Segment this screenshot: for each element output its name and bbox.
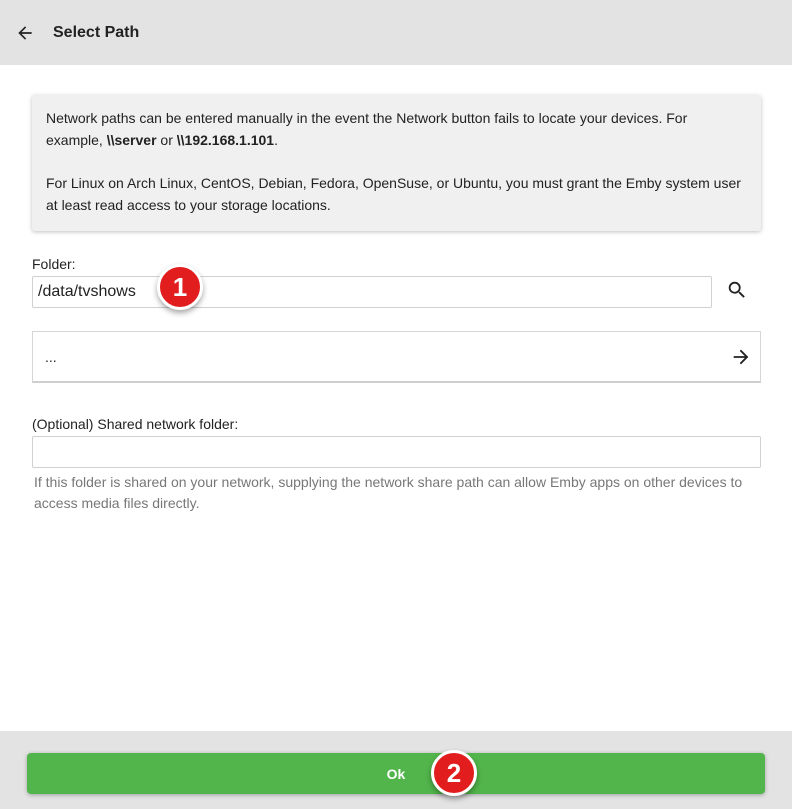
info-text: Network paths can be entered manually in the event the Network button fails to locate your devices. For example, xyxy=(46,110,688,148)
info-or: or xyxy=(156,132,177,148)
shared-folder-help: If this folder is shared on your network, supplying the network share path can allow Emby apps on other devices to access media files directly. xyxy=(34,474,743,511)
page-header xyxy=(0,0,792,65)
back-button[interactable] xyxy=(11,19,39,47)
page-title: Select Path xyxy=(53,23,140,41)
info-box xyxy=(32,95,761,231)
shared-folder-label: (Optional) Shared network folder: xyxy=(32,416,239,432)
path-item-label: ... xyxy=(45,348,57,365)
annotation-marker-1: 1 xyxy=(157,264,203,310)
example-server: \\server xyxy=(106,132,157,148)
shared-folder-input[interactable] xyxy=(32,436,761,468)
ok-button[interactable]: Ok xyxy=(27,753,765,794)
path-list-item[interactable] xyxy=(32,331,761,383)
info-paragraph-2: For Linux on Arch Linux, CentOS, Debian, Fedora, OpenSuse, or Ubuntu, you must grant the Emby system user at least read access to your storage locations. xyxy=(46,175,741,213)
folder-label: Folder: xyxy=(32,256,76,272)
search-icon xyxy=(726,279,748,301)
annotation-marker-2: 2 xyxy=(431,750,477,796)
info-suffix: . xyxy=(274,132,278,148)
arrow-right-icon xyxy=(730,346,752,368)
arrow-left-icon xyxy=(15,23,35,43)
info-paragraph-1 xyxy=(46,107,747,151)
search-button[interactable] xyxy=(722,276,752,304)
folder-input[interactable] xyxy=(32,276,712,308)
example-ip: \\192.168.1.101 xyxy=(176,132,275,148)
